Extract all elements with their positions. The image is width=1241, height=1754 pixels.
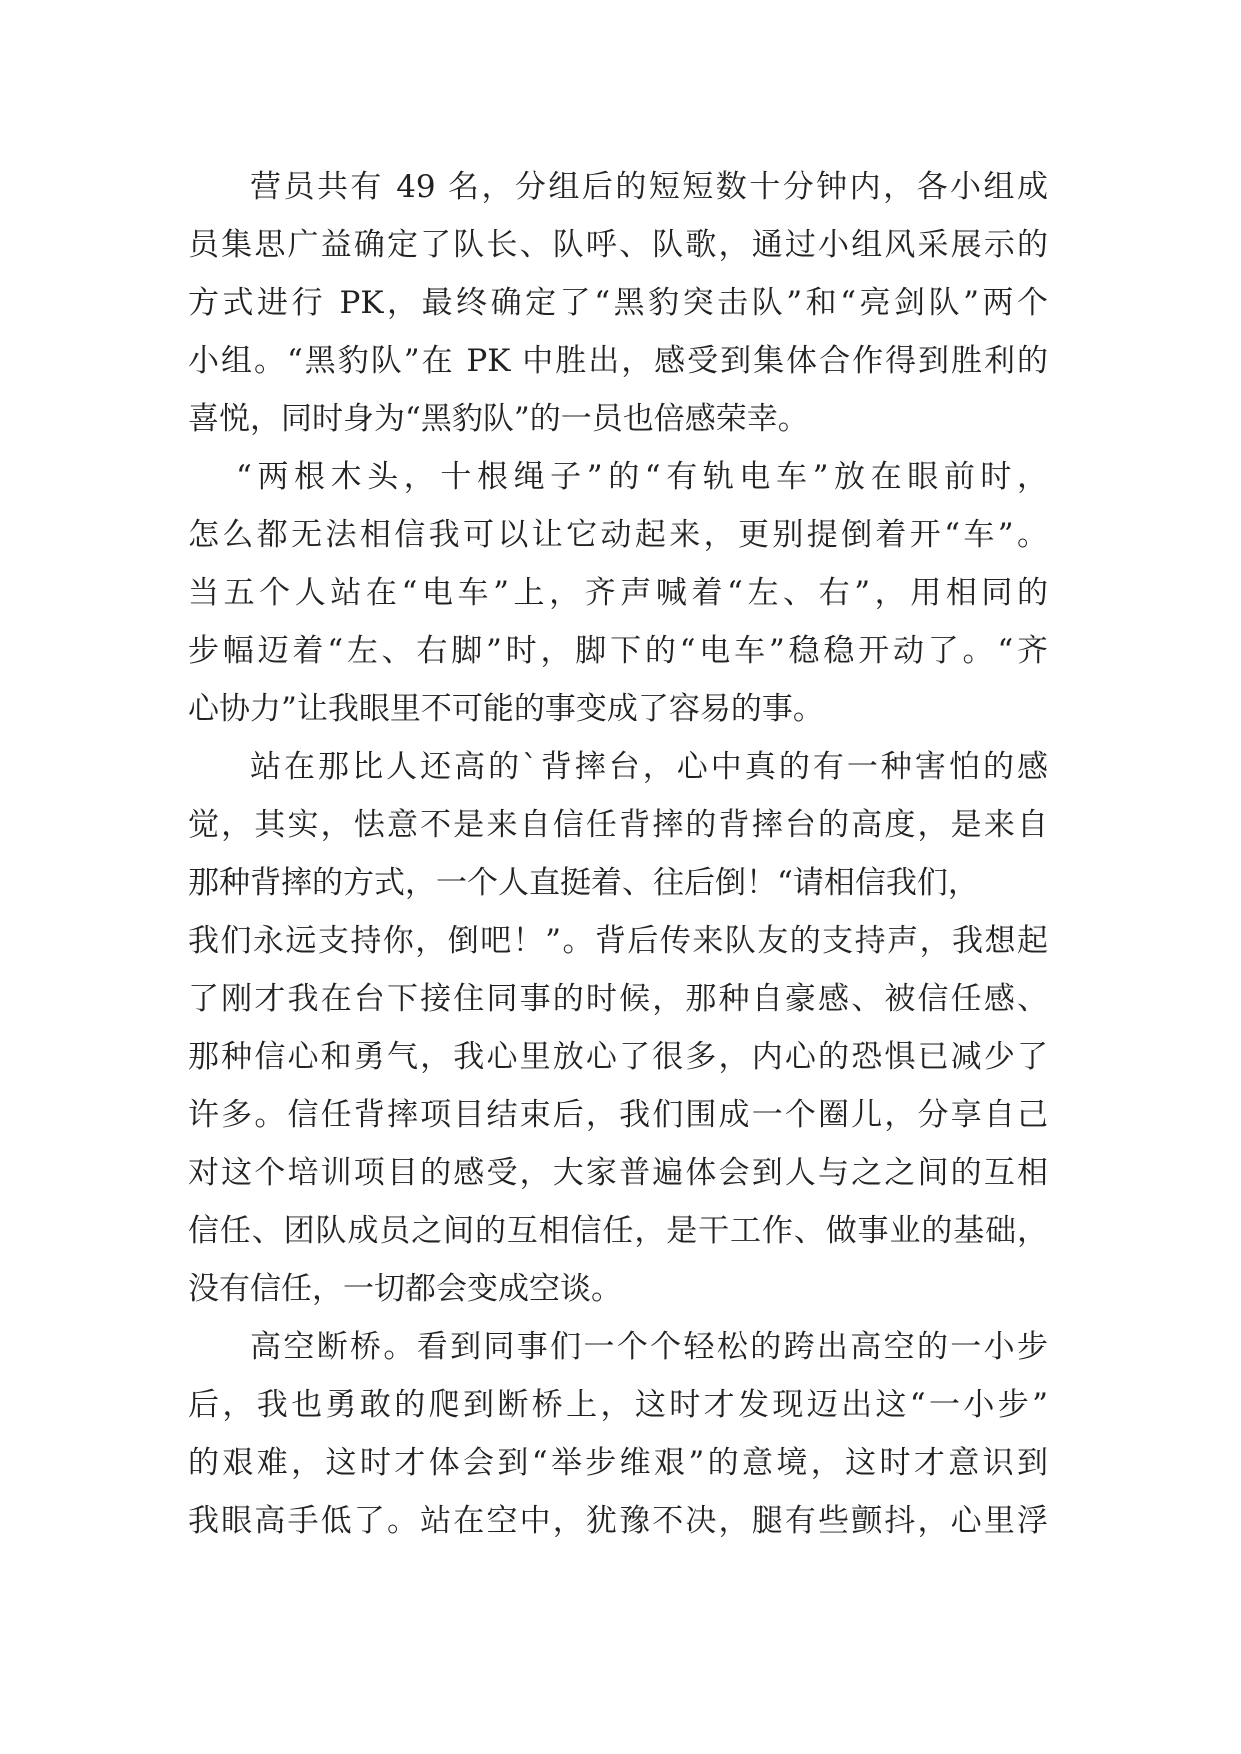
- paragraph-2-line-1: “两根木头，十根绳子”的“有轨电车”放在眼前时，: [236, 459, 1048, 495]
- document-body: [188, 158, 1048, 1550]
- paragraph-3-line-2: 觉，其实，怯意不是来自信任背摔的背摔台的高度，是来自: [188, 807, 1048, 843]
- paragraph-4-line-2: 后，我也勇敢的爬到断桥上，这时才发现迈出这“一小步”: [188, 1387, 1048, 1423]
- paragraph-3-line-8: 对这个培训项目的感受，大家普遍体会到人与之之间的互相: [188, 1155, 1048, 1191]
- paragraph-2-line-5: 心协力”让我眼里不可能的事变成了容易的事。: [188, 691, 824, 727]
- paragraph-1-line-1: 营员共有 49 名，分组后的短短数十分钟内，各小组成: [250, 169, 1048, 205]
- paragraph-1-line-2: 员集思广益确定了队长、队呼、队歌，通过小组风采展示的: [188, 227, 1048, 263]
- paragraph-3-line-3: 那种背摔的方式，一个人直挺着、往后倒！“请相信我们，: [188, 865, 979, 901]
- paragraph-2-line-2: 怎么都无法相信我可以让它动起来，更别提倒着开“车”。: [188, 517, 1048, 553]
- paragraph-3-line-5: 了刚才我在台下接住同事的时候，那种自豪感、被信任感、: [188, 981, 1048, 1017]
- paragraph-2-line-4: 步幅迈着“左、右脚”时，脚下的“电车”稳稳开动了。“齐: [188, 633, 1048, 669]
- paragraph-3-line-1: 站在那比人还高的`背摔台，心中真的有一种害怕的感: [250, 749, 1048, 785]
- paragraph-3-line-10: 没有信任，一切都会变成空谈。: [188, 1271, 622, 1307]
- paragraph-3-line-7: 许多。信任背摔项目结束后，我们围成一个圈儿，分享自己: [188, 1097, 1048, 1133]
- paragraph-4-line-4: 我眼高手低了。站在空中，犹豫不决，腿有些颤抖，心里浮: [188, 1503, 1048, 1539]
- paragraph-4-line-1: 高空断桥。看到同事们一个个轻松的跨出高空的一小步: [250, 1329, 1048, 1365]
- paragraph-3-line-9: 信任、团队成员之间的互相信任，是干工作、做事业的基础，: [188, 1213, 1048, 1249]
- paragraph-1-line-3: 方式进行 PK，最终确定了“黑豹突击队”和“亮剑队”两个: [188, 285, 1048, 321]
- paragraph-4-line-3: 的艰难，这时才体会到“举步维艰”的意境，这时才意识到: [188, 1445, 1048, 1481]
- paragraph-1-line-5: 喜悦，同时身为“黑豹队”的一员也倍感荣幸。: [188, 401, 809, 437]
- paragraph-2-line-3: 当五个人站在“电车”上，齐声喊着“左、右”，用相同的: [188, 575, 1048, 611]
- paragraph-3-line-4: 我们永远支持你，倒吧！”。背后传来队友的支持声，我想起: [188, 923, 1048, 959]
- paragraph-3-line-6: 那种信心和勇气，我心里放心了很多，内心的恐惧已减少了: [188, 1039, 1048, 1075]
- paragraph-1-line-4: 小组。“黑豹队”在 PK 中胜出，感受到集体合作得到胜利的: [188, 343, 1048, 379]
